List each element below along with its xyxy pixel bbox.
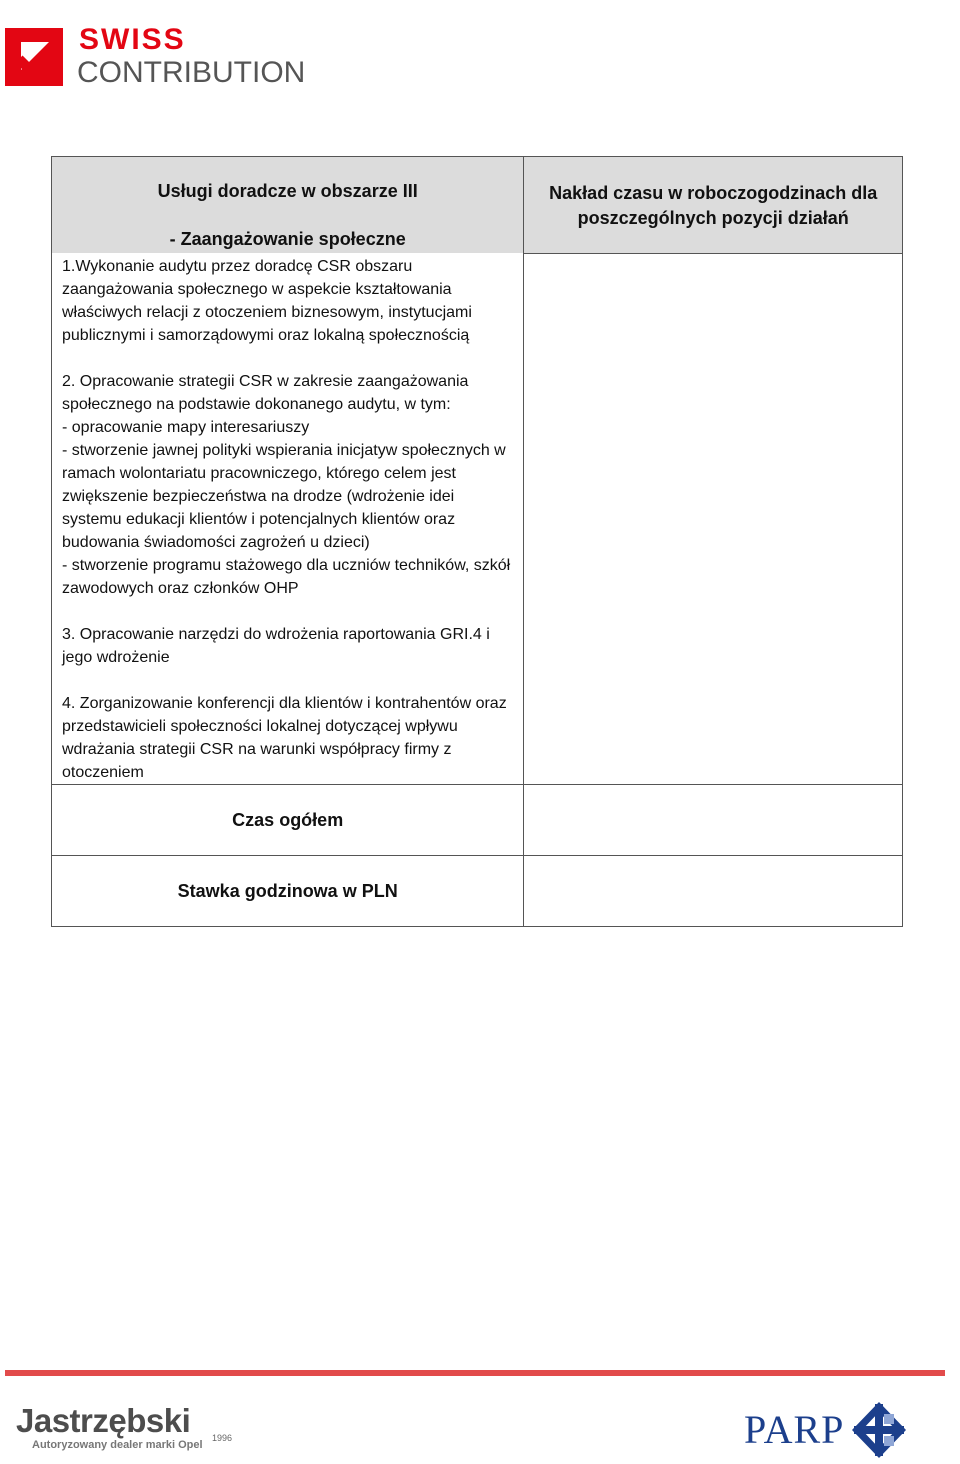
logo-swiss-text: SWISS bbox=[79, 23, 186, 56]
table-header-row bbox=[52, 157, 903, 254]
swiss-contribution-logo bbox=[5, 23, 306, 90]
services-table bbox=[51, 156, 903, 927]
list-item: 4. Zorganizowanie konferencji dla klientów i kontrahentów oraz przedstawicieli społeczności lokalnej dotyczącej wpływu wdrażania strategii CSR na warunki współpracy firmy z otoczeniem bbox=[62, 695, 507, 781]
service-items-list bbox=[52, 253, 523, 784]
column-header-services bbox=[52, 157, 523, 253]
column-title-services: Usługi doradcze w obszarze III bbox=[157, 181, 418, 201]
parp-compass-icon bbox=[848, 1400, 910, 1460]
list-item: 1.Wykonanie audytu przez doradcę CSR obszaru zaangażowania społecznego w aspekcie kształtowania właściwych relacji z otoczeniem biznesowym, instytucjami publicznymi i samorządowymi oraz lokalną społecznością bbox=[62, 258, 472, 344]
list-item: 3. Opracowanie narzędzi do wdrożenia raportowania GRI.4 i jego wdrożenie bbox=[62, 626, 490, 666]
hourly-rate-value-cell[interactable] bbox=[524, 856, 903, 927]
jastrzebski-logo-subtitle: Autoryzowany dealer marki Opel bbox=[32, 1439, 203, 1451]
jastrzebski-logo-year: 1996 bbox=[212, 1433, 233, 1443]
jastrzebski-logo-name: Jastrzębski bbox=[16, 1402, 191, 1439]
swiss-logo-mark-icon bbox=[5, 28, 63, 86]
logo-contribution-text: CONTRIBUTION bbox=[77, 56, 306, 89]
total-time-value-cell[interactable] bbox=[524, 785, 903, 856]
parp-logo bbox=[744, 1400, 914, 1460]
footer-divider bbox=[5, 1370, 945, 1376]
parp-logo-text: PARP bbox=[744, 1407, 845, 1452]
table-row-total bbox=[52, 785, 903, 856]
list-item: 2. Opracowanie strategii CSR w zakresie zaangażowania społecznego na podstawie dokonanego audytu, w tym: - opracowanie mapy interesariuszy - stworzenie jawnej polityki wspierania inicjatyw społecznych w ramach wolontariatu pracowniczego, którego celem jest zwiększenie bezpieczeństwa na drodze (wdrożenie idei systemu edukacji klientów i potencjalnych klientów oraz budowania świadomości zagrożeń u dzieci) - stworzenie programu stażowego dla uczniów techników, szkół zawodowych oraz członków OHP bbox=[62, 373, 511, 597]
table-row-rate bbox=[52, 856, 903, 927]
services-description-cell bbox=[52, 157, 524, 785]
hours-input-cell[interactable] bbox=[524, 254, 903, 785]
column-subtitle-services: - Zaangażowanie społeczne bbox=[169, 229, 406, 249]
total-time-label: Czas ogółem bbox=[52, 785, 524, 856]
column-header-hours bbox=[524, 157, 903, 254]
hourly-rate-label: Stawka godzinowa w PLN bbox=[52, 856, 524, 927]
column-title-hours: Nakład czasu w roboczogodzinach dla poszczególnych pozycji działań bbox=[549, 183, 878, 228]
jastrzebski-logo bbox=[16, 1402, 233, 1452]
